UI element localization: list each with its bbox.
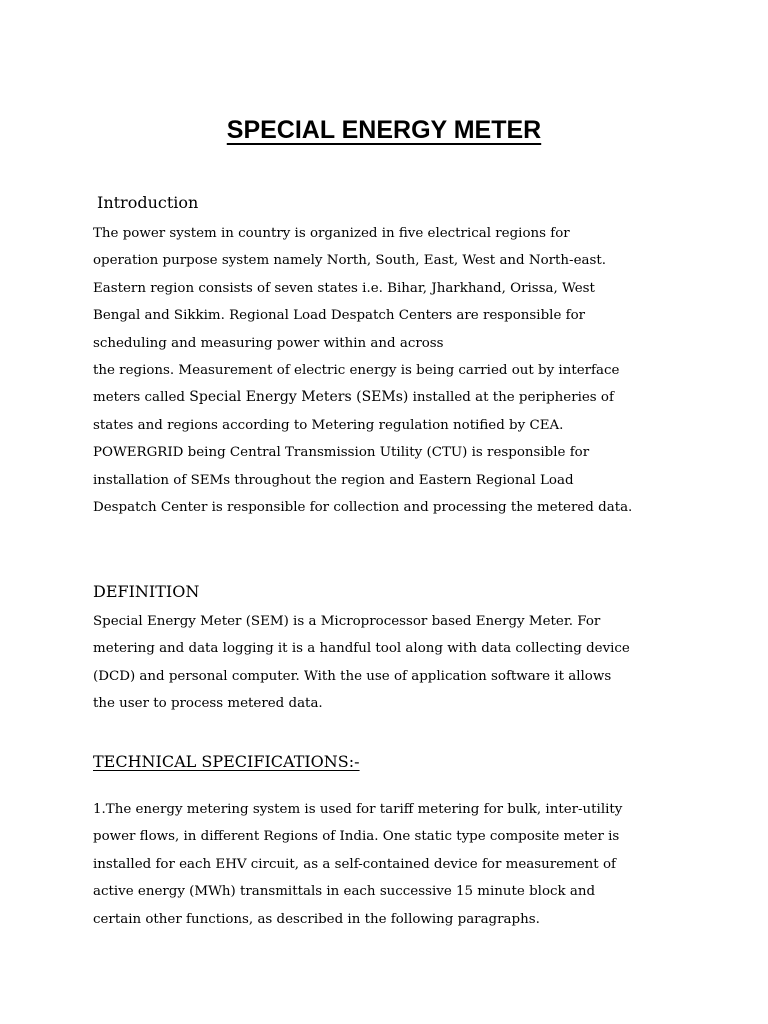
intro-heading: Introduction [97,193,199,212]
definition-line: metering and data logging it is a handful tool along with data collecting device [93,641,630,657]
definition-heading: DEFINITION [93,582,200,601]
intro-line: Bengal and Sikkim. Regional Load Despatch Centers are responsible for [93,308,586,324]
intro-paragraph [93,220,693,521]
page-title [0,114,768,146]
intro-line: scheduling and measuring power within and across [93,335,444,351]
tech-spec-line: active energy (MWh) transmittals in each successive 15 minute block and [93,884,596,900]
intro-line: states and regions according to Metering regulation notified by CEA. [93,417,564,433]
tech-spec-line: certain other functions, as described in the following paragraphs. [93,911,540,927]
page-title-text: SPECIAL ENERGY METER [226,116,542,144]
tech-spec-line: power flows, in different Regions of India. One static type composite meter is [93,829,620,845]
intro-line-suffix: installed at the peripheries of [412,390,614,406]
definition-line: (DCD) and personal computer. With the use of application software it allows [93,668,612,684]
intro-line: the regions. Measurement of electric energy is being carried out by interface [93,363,620,379]
definition-line: the user to process metered data. [93,696,323,712]
intro-line: The power system in country is organized in five electrical regions for [93,226,570,241]
intro-line-prefix: meters called [93,390,186,406]
tech-spec-line: installed for each EHV circuit, as a self-contained device for measurement of [93,856,616,872]
intro-line: Eastern region consists of seven states i.e. Bihar, Jharkhand, Orissa, West [93,280,595,296]
intro-line-sem [93,384,693,411]
tech-spec-paragraph [93,796,693,933]
intro-line: POWERGRID being Central Transmission Utility (CTU) is responsible for [93,445,590,461]
intro-line: installation of SEMs throughout the region and Eastern Regional Load [93,472,574,488]
intro-line: operation purpose system namely North, South, East, West and North-east. [93,253,607,269]
sem-term: Special Energy Meters (SEMs) [189,389,409,406]
tech-spec-heading: TECHNICAL SPECIFICATIONS:- [93,752,360,771]
intro-line: Despatch Center is responsible for collection and processing the metered data. [93,500,633,516]
definition-line: Special Energy Meter (SEM) is a Microprocessor based Energy Meter. For [93,614,601,629]
definition-paragraph [93,608,693,718]
tech-spec-line: 1.The energy metering system is used for tariff metering for bulk, inter-utility [93,802,623,817]
